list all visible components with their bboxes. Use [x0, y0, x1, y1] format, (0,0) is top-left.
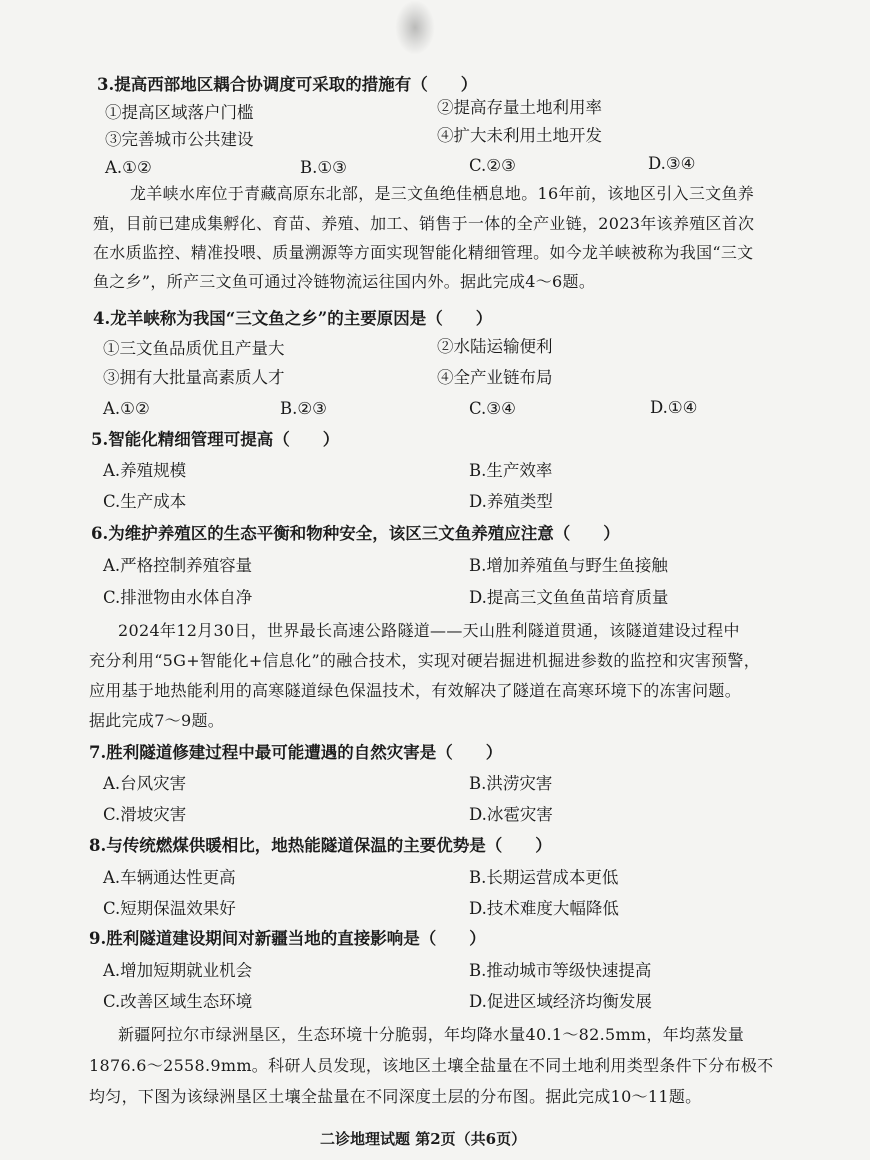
q3-choice-c: C.②③: [469, 156, 516, 175]
q7-stem: 7.胜利隧道修建过程中最可能遭遇的自然灾害是（ ）: [89, 743, 503, 762]
page-footer: 二诊地理试题 第2页（共6页）: [320, 1130, 527, 1148]
q6-choice-a: A.严格控制养殖容量: [103, 556, 253, 575]
passage2-line-1: 2024年12月30日，世界最长高速公路隧道——天山胜利隧道贯通，该隧道建设过程中: [118, 621, 740, 640]
passage2-line-4: 据此完成7～9题。: [89, 711, 225, 730]
q4-choice-b: B.②③: [280, 399, 327, 418]
q8-choice-c: C.短期保温效果好: [103, 899, 236, 918]
q7-choice-b: B.洪涝灾害: [469, 774, 553, 793]
q4-option-2: ②水陆运输便利: [437, 337, 553, 356]
q3-option-1: ①提高区域落户门槛: [105, 103, 254, 122]
q8-choice-b: B.长期运营成本更低: [469, 868, 619, 887]
q3-option-3: ③完善城市公共建设: [105, 130, 254, 149]
q8-stem: 8.与传统燃煤供暖相比，地热能隧道保温的主要优势是（ ）: [89, 836, 552, 855]
passage2-line-3: 应用基于地热能利用的高寒隧道绿色保温技术，有效解决了隧道在高寒环境下的冻害问题。: [89, 681, 742, 700]
q3-choice-b: B.①③: [300, 158, 347, 177]
q4-choice-c: C.③④: [469, 399, 516, 418]
q5-choice-c: C.生产成本: [103, 492, 187, 511]
q6-choice-b: B.增加养殖鱼与野生鱼接触: [469, 556, 668, 575]
q3-choice-d: D.③④: [648, 154, 696, 173]
passage1-line-3: 在水质监控、精准投喂、质量溯源等方面实现智能化精细管理。如今龙羊峡被称为我国“三文: [93, 243, 754, 262]
q5-choice-d: D.养殖类型: [469, 492, 553, 511]
scan-stain: [395, 0, 435, 55]
passage1-line-1: 龙羊峡水库位于青藏高原东北部，是三文鱼绝佳栖息地。16年前，该地区引入三文鱼养: [130, 184, 755, 203]
q8-choice-d: D.技术难度大幅降低: [469, 899, 619, 918]
q9-choice-d: D.促进区域经济均衡发展: [469, 992, 652, 1011]
q7-choice-a: A.台风灾害: [103, 774, 187, 793]
passage3-line-2: 1876.6～2558.9mm。科研人员发现，该地区土壤全盐量在不同土地利用类型条件下分布极不: [89, 1056, 774, 1075]
q5-choice-b: B.生产效率: [469, 461, 553, 480]
q5-stem: 5.智能化精细管理可提高（ ）: [91, 430, 340, 449]
q6-choice-c: C.排泄物由水体自净: [103, 588, 253, 607]
q6-stem: 6.为维护养殖区的生态平衡和物种安全，该区三文鱼养殖应注意（ ）: [91, 524, 620, 543]
passage3-line-3: 均匀，下图为该绿洲垦区土壤全盐量在不同深度土层的分布图。据此完成10～11题。: [89, 1087, 702, 1106]
q7-choice-d: D.冰雹灾害: [469, 805, 553, 824]
q9-choice-c: C.改善区域生态环境: [103, 992, 253, 1011]
q4-option-1: ①三文鱼品质优且产量大: [103, 339, 285, 358]
passage1-line-2: 殖，目前已建成集孵化、育苗、养殖、加工、销售于一体的全产业链，2023年该养殖区首次: [93, 214, 755, 233]
q4-choice-d: D.①④: [650, 398, 698, 417]
q7-choice-c: C.滑坡灾害: [103, 805, 187, 824]
q9-choice-b: B.推动城市等级快速提高: [469, 961, 652, 980]
passage2-line-2: 充分利用“5G+智能化+信息化”的融合技术，实现对硬岩掘进机掘进参数的监控和灾害预警，: [89, 651, 761, 670]
q3-option-2: ②提高存量土地利用率: [437, 98, 602, 117]
q8-choice-a: A.车辆通达性更高: [103, 868, 236, 887]
q9-choice-a: A.增加短期就业机会: [103, 961, 253, 980]
passage3-line-1: 新疆阿拉尔市绿洲垦区，生态环境十分脆弱，年均降水量40.1～82.5mm，年均蒸发量: [118, 1025, 745, 1044]
q4-choice-a: A.①②: [103, 399, 150, 418]
q3-choice-a: A.①②: [105, 158, 152, 177]
q5-choice-a: A.养殖规模: [103, 461, 187, 480]
q3-stem: 3.提高西部地区耦合协调度可采取的措施有（ ）: [97, 75, 478, 94]
q4-stem: 4.龙羊峡称为我国“三文鱼之乡”的主要原因是（ ）: [93, 309, 493, 328]
q4-option-4: ④全产业链布局: [437, 368, 553, 387]
q4-option-3: ③拥有大批量高素质人才: [103, 368, 285, 387]
q6-choice-d: D.提高三文鱼鱼苗培育质量: [469, 588, 669, 607]
q3-option-4: ④扩大未利用土地开发: [437, 126, 602, 145]
q9-stem: 9.胜利隧道建设期间对新疆当地的直接影响是（ ）: [89, 929, 486, 948]
passage1-line-4: 鱼之乡”，所产三文鱼可通过冷链物流运往国内外。据此完成4～6题。: [93, 272, 596, 291]
